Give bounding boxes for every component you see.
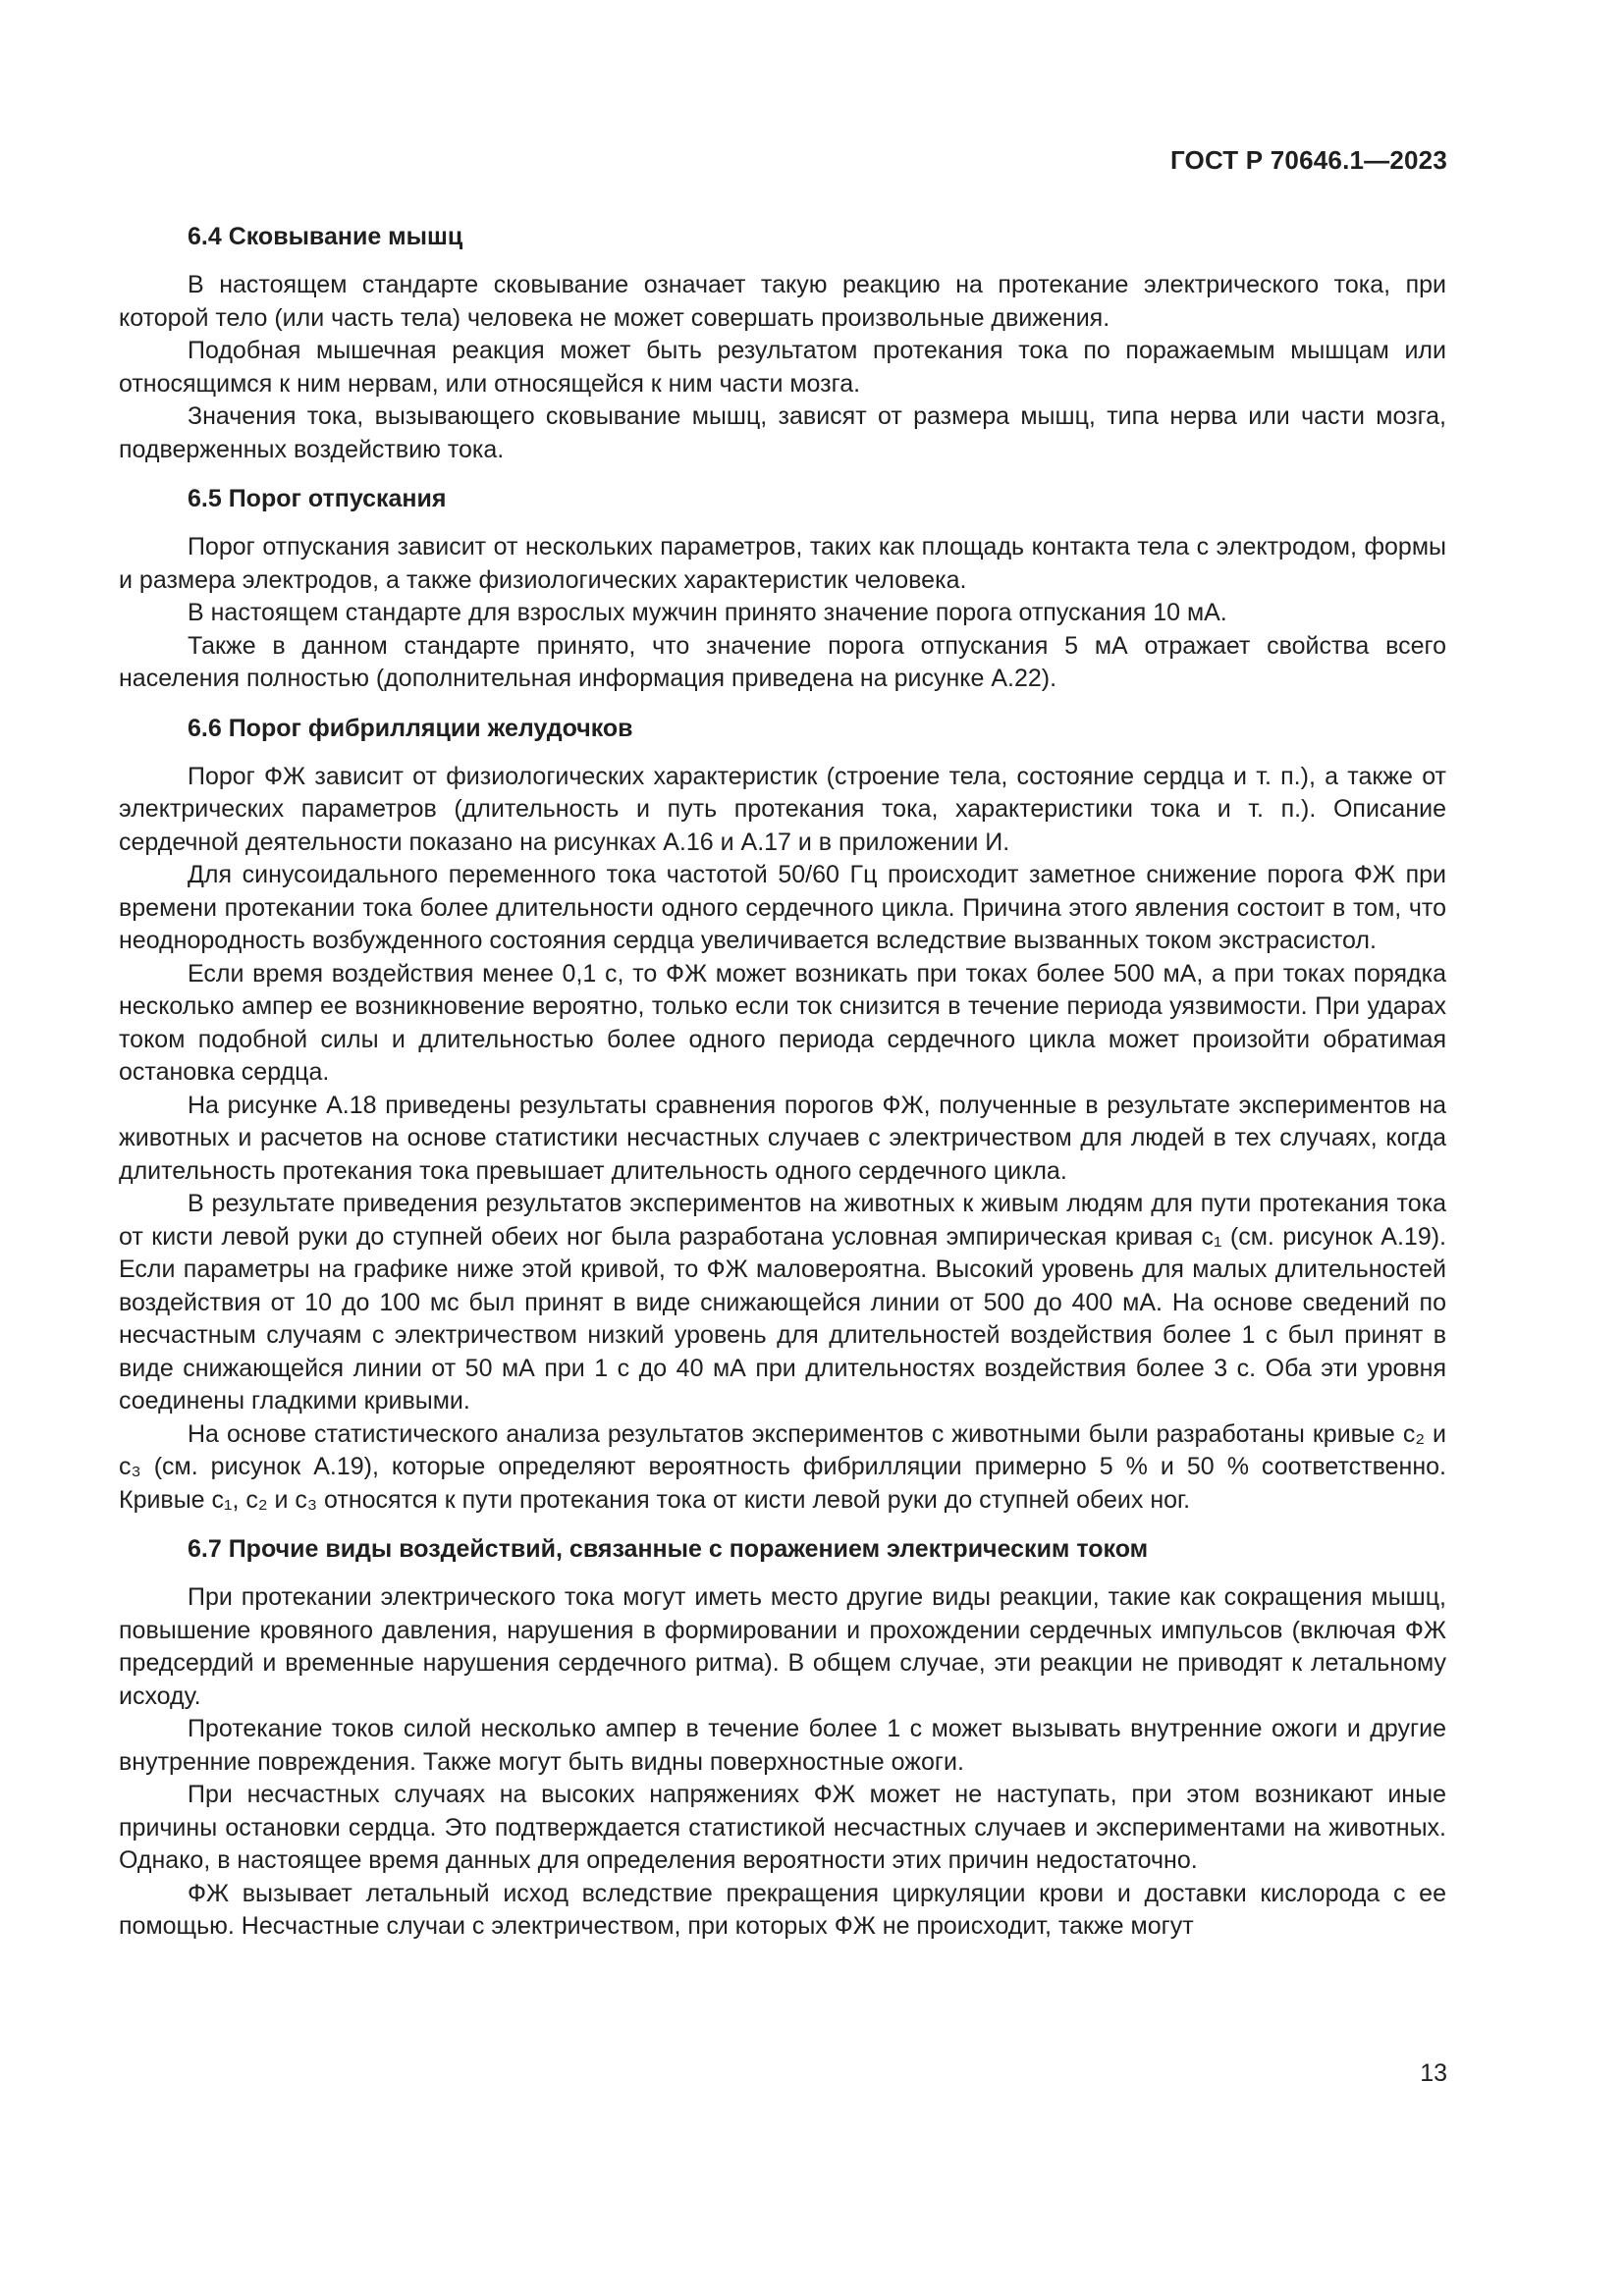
section-heading: 6.5 Порог отпускания <box>188 485 447 512</box>
paragraph: Подобная мышечная реакция может быть результатом протекания тока по поражаемым мышцам или относящимся к ним нервам, или относящейся к ним части мозга. <box>119 337 1446 398</box>
paragraph: Порог ФЖ зависит от физиологических характеристик (строение тела, состояние сердца и т. п.), а также от электрических параметров (длительность и путь протекания тока, характеристики тока и т. п.). Описание сердечной деятельности показано на рисунках А.16 и А.17 и в приложении И. <box>119 762 1446 856</box>
paragraph: При протекании электрического тока могут иметь место другие виды реакции, такие как сокращения мышц, повышение кровяного давления, нарушения в формировании и прохождении сердечных импульсов (включая ФЖ предсердий и временные нарушения сердечного ритма). В общем случае, эти реакции не приводят к летальному исходу. <box>119 1583 1446 1710</box>
paragraph: Протекание токов силой несколько ампер в течение более 1 с может вызывать внутренние ожоги и другие внутренние повреждения. Также могут быть видны поверхностные ожоги. <box>119 1715 1446 1776</box>
paragraph: На рисунке А.18 приведены результаты сравнения порогов ФЖ, полученные в результате экспериментов на животных и расчетов на основе статистики несчастных случаев с электричеством для людей в тех случаях, когда длительность протекания тока превышает длительность одного сердечного цикла. <box>119 1091 1446 1185</box>
section-heading: 6.6 Порог фибрилляции желудочков <box>188 714 633 742</box>
section-6-4 <box>119 221 1446 466</box>
section-6-7 <box>119 1533 1446 1944</box>
paragraph: В настоящем стандарте для взрослых мужчин принято значение порога отпускания 10 мА. <box>188 599 1227 626</box>
paragraph: Также в данном стандарте принято, что значение порога отпускания 5 мА отражает свойства всего населения полностью (дополнительная информация приведена на рисунке А.22). <box>119 631 1446 692</box>
paragraph: ФЖ вызывает летальный исход вследствие прекращения циркуляции крови и доставки кислорода с ее помощью. Несчастные случаи с электричеством, при которых ФЖ не происходит, также могут <box>119 1879 1446 1940</box>
paragraph: Порог отпускания зависит от нескольких параметров, таких как площадь контакта тела с электродом, формы и размера электродов, а также физиологических характеристик человека. <box>119 533 1446 594</box>
paragraph: В настоящем стандарте сковывание означает такую реакцию на протекание электрического тока, при которой тело (или часть тела) человека не может совершать произвольные движения. <box>119 271 1446 332</box>
section-6-6 <box>119 713 1446 1518</box>
document-code-header: ГОСТ Р 70646.1—2023 <box>1169 145 1447 175</box>
section-heading: 6.7 Прочие виды воздействий, связанные с поражением электрическим током <box>188 1535 1149 1563</box>
paragraph: На основе статистического анализа результатов экспериментов с животными были разработаны кривые c₂ и c₃ (см. рисунок А.19), которые определяют вероятность фибрилляции примерно 5 % и 50 % соответственно. Кривые c₁, c₂ и c₃ относятся к пути протекания тока от кисти левой руки до ступней обеих ног. <box>119 1419 1446 1514</box>
paragraph: Значения тока, вызывающего сковывание мышц, зависят от размера мышц, типа нерва или части мозга, подверженных воздействию тока. <box>119 402 1446 463</box>
page-number: 13 <box>1420 2059 1447 2087</box>
paragraph: В результате приведения результатов экспериментов на животных к живым людям для пути протекания тока от кисти левой руки до ступней обеих ног была разработана условная эмпирическая кривая c₁ (см. рисунок А.19). Если параметры на графике ниже этой кривой, то ФЖ маловероятна. Высокий уровень для малых длительностей воздействия от 10 до 100 мс был принят в виде снижающейся линии от 500 до 400 мА. На основе сведений по несчастным случаям с электричеством низкий уровень для длительностей воздействия более 1 с был принят в виде снижающейся линии от 50 мА при 1 с до 40 мА при длительностях воздействия более 3 с. Оба эти уровня соединены гладкими кривыми. <box>119 1190 1446 1415</box>
section-6-5 <box>119 483 1446 696</box>
document-body <box>119 221 1446 1960</box>
paragraph: При несчастных случаях на высоких напряжениях ФЖ может не наступать, при этом возникают иные причины остановки сердца. Это подтверждается статистикой несчастных случаев и экспериментами на животных. Однако, в настоящее время данных для определения вероятности этих причин недостаточно. <box>119 1781 1446 1874</box>
paragraph: Если время воздействия менее 0,1 с, то ФЖ может возникать при токах более 500 мА, а при токах порядка несколько ампер ее возникновение вероятно, только если ток снизится в течение периода уязвимости. При ударах током подобной силы и длительностью более одного периода сердечного цикла может произойти обратимая остановка сердца. <box>119 959 1446 1086</box>
section-heading: 6.4 Сковывание мышц <box>188 223 463 250</box>
paragraph: Для синусоидального переменного тока частотой 50/60 Гц происходит заметное снижение порога ФЖ при времени протекании тока более длительности одного сердечного цикла. Причина этого явления состоит в том, что неоднородность возбужденного состояния сердца увеличивается вследствие вызванных током экстрасистол. <box>119 861 1446 954</box>
